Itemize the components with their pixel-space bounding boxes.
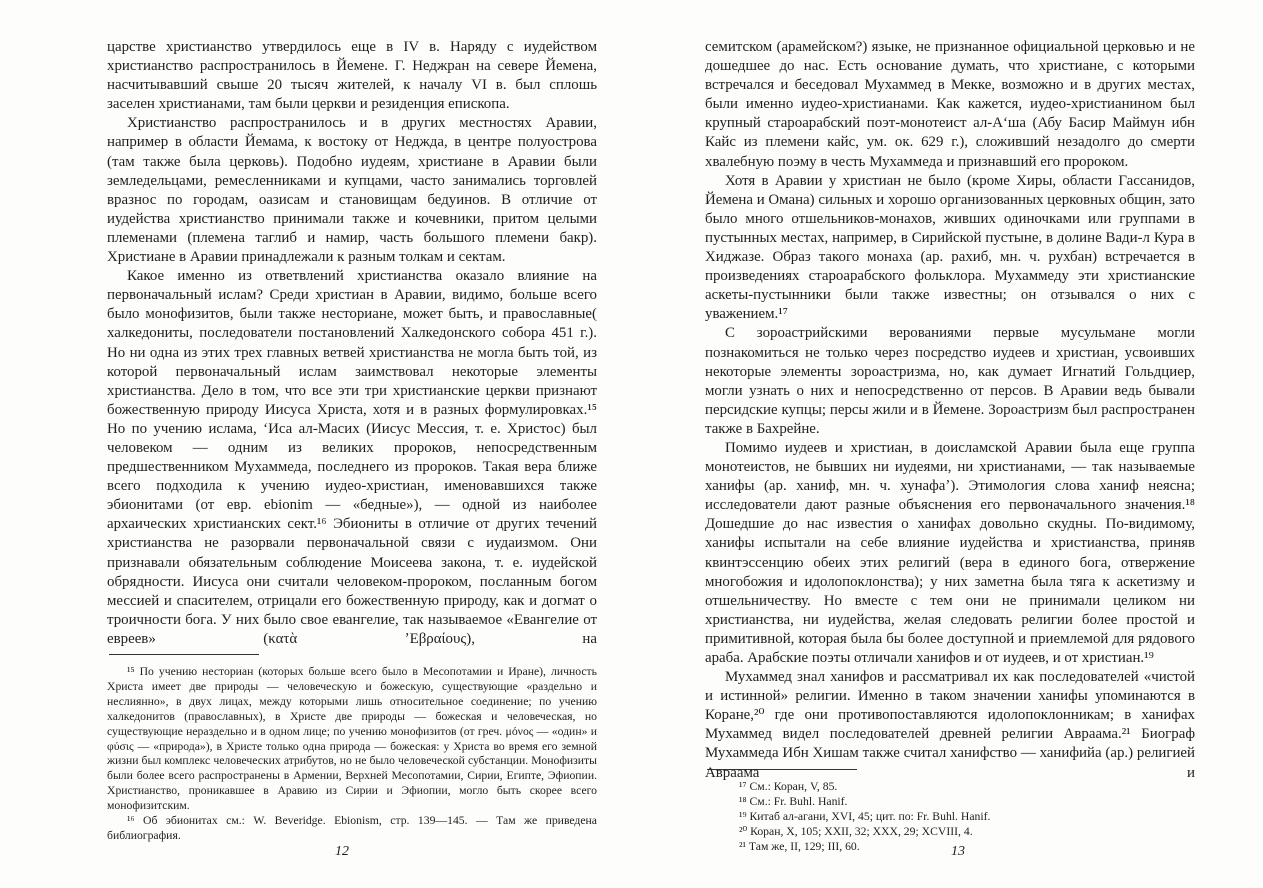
paragraph: Помимо иудеев и христиан, в доисламской Аравии была еще группа монотеистов, не бывших ни иудеями, ни христианами, — так называемые ханифы (ар. ханиф, мн. ч. хунафаʼ). Этимология слова ханиф неясна; исследователи дают разные объяснения его первоначального значения.¹⁸ Дошедшие до нас известия о ханифах довольно скудны. По-видимому, ханифы испытали на себе влияние иудейства и христианства, приняв квинтэссенцию обеих этих религий (вера в единого бога, отвержение многобожия и идолопоклонства); у них заметна была тяга к аскетизму и отшельничеству. Но вместе с тем они не принимали целиком ни христианства, ни иудейства, желая следовать религии более простой и примитивной, которая была бы более доступной и приемлемой для рядового араба. Арабские поэты отличали ханифов и от иудеев, и от христиан.¹⁹ [705, 439, 1195, 666]
paragraph: Мухаммед знал ханифов и рассматривал их как последователей «чистой и истинной» религии. Именно в таком значении ханифы упоминаются в Коране,²⁰ где они противопоставляются идолопоклонникам; в ханифах Мухаммед видел последователей древней религии Авраама.²¹ Биограф Мухаммеда Ибн Хишам также считал ханифство — ханифийа (ар.) религией Авраама и [705, 669, 1195, 781]
footnote-16: ¹⁶ Об эбионитах см.: W. Beveridge. Ebionism, стр. 139—145. — Там же приведена библиография. [107, 814, 597, 842]
paragraph: Хотя в Аравии у христиан не было (кроме Хиры, области Гассанидов, Йемена и Омана) сильных и хорошо организованных церковных общин, зато было много отшельников-монахов, живших одиночками или группами в пустынных местах, например, в Сирийской пустыне, в долине Вади-л Кура в Хиджазе. Образ такого монаха (ар. рахиб, мн. ч. рухбан) встречается в произведениях староарабского фольклора. Мухаммеду эти христианские аскеты-пустынники были также известны; он отзывался о них с уважением.¹⁷ [705, 172, 1196, 323]
paragraph: царстве христианство утвердилось еще в IV в. Наряду с иудейством христианство распространилось в Йемене. Г. Неджран на севере Йемена, насчитывавший свыше 20 тысяч жителей, к началу VI в. был сплошь заселен христианами, там были церкви и резиденция епископа. [107, 39, 597, 113]
footnote-20: ²⁰ Коран, X, 105; XXII, 32; XXX, 29; XCVIII, 4. [739, 824, 973, 838]
left-page-footnotes [107, 654, 597, 844]
footnote-rule [707, 769, 857, 770]
paragraph: Христианство распространилось и в других местностях Аравии, например в области Йемама, к востоку от Неджда, в центре полуострова (там также была церковь). Подобно иудеям, христиане в Аравии были земледельцами, ремесленниками и купцами, часто занимались торговлей вразнос по городам, оазисам и становищам бедуинов. В отличие от иудейства христианство принимали также и кочевники, притом целыми племенами (племена таглиб и намир, часть большого племени бакр). Христиане в Аравии принадлежали к разным толкам и сектам. [107, 115, 597, 266]
right-page-body [705, 38, 1195, 783]
page-number: 13 [951, 844, 965, 859]
footnote-21: ²¹ Там же, II, 129; III, 60. [739, 839, 860, 853]
right-page-footnotes [705, 769, 1195, 855]
footnote-18: ¹⁸ См.: Fr. Buhl. Hanif. [739, 794, 848, 808]
paragraph: Какое именно из ответвлений христианства оказало влияние на первоначальный ислам? Среди христиан в Аравии, видимо, больше всего было монофизитов, были также несториане, может быть, и православные( халкедониты, последователи постановлений Халкедонского собора 451 г.). Но ни одна из этих трех главных ветвей христианства не могла быть той, из которой первоначальный ислам заимствовал некоторые элементы христианства. Дело в том, что все эти три христианские церкви признают божественную природу Иисуса Христа, хотя и в разных формулировках.¹⁵ Но по учению ислама, ʻИса ал-Масих (Иисус Мессия, т. е. Христос) был человеком — одним из великих пророков, непосредственным предшественником Мухаммеда, последнего из пророков. Такая вера ближе всего подходила к учению иудео-христиан, именовавшихся также эбионитами (от евр. ebionim — «бедные»), — одной из наиболее архаических христианских сект.¹⁶ Эбиониты в отличие от других течений христианства не разорвали первоначальной связи с иудаизмом. Они признавали обязательным соблюдение Моисеева закона, т. е. иудейской обрядности. Иисуса они считали человеком-пророком, посланным богом мессией и спасителем, отрицали его божественную природу, как и догмат о троичности бога. У них было свое евангелие, так называемое «Евангелие от евреев» (κατὰ ʼΕβραίους), на [107, 268, 597, 647]
footnote-15: ¹⁵ По учению несториан (которых больше всего было в Месопотамии и Иране), личность Христа имеет две природы — человеческую и божескую, существующие «раздельно и неслиянно», в двух лицах, между которыми лишь относительное соединение; по учению халкедонитов (православных), в Христе две природы — божеская и человеческая, но существующие нераздельно и в одном лице; по учению монофизитов (от греч. μόνος — «один» и φύσις — «природа»), в Христе только одна природа — божеская: у Христа во время его земной жизни был комплекс человеческих атрибутов, но не было человеческой субстанции. Монофизиты были более всего распространены в Армении, Верхней Месопотамии, Сирии, Египте, Эфиопии. Христианство, проникавшее в Аравию из Сирии и Эфиопии, могло быть скорее всего монофизитским. [107, 665, 597, 813]
left-page-body [107, 38, 597, 649]
footnote-17: ¹⁷ См.: Коран, V, 85. [739, 780, 838, 793]
footnote-rule [109, 654, 259, 655]
right-page [705, 38, 1195, 874]
paragraph: С зороастрийскими верованиями первые мусульмане могли познакомиться не только через посредство иудеев и христиан, усвоивших некоторые элементы зороастризма, но, как думает Игнатий Гольдциер, могли узнать о них и непосредственно от персов. В Аравии ведь бывали персидские купцы; персы жили и в Йемене. Зороастризм был распространен также в Бахрейне. [705, 325, 1195, 437]
left-page [107, 38, 597, 874]
paragraph: семитском (арамейском?) языке, не признанное официальной церковью и не дошедшее до нас. Есть основание думать, что христиане, с которыми встречался и беседовал Мухаммед в Мекке, возможно и в других местах, были именно иудео-христианами. Как кажется, иудео-христианином был крупный староарабский поэт-монотеист ал-Аʻша (Абу Басир Маймун ибн Кайс из племени кайс, ум. ок. 629 г.), сложивший незадолго до смерти хвалебную поэму в честь Мухаммеда и признавший его пророком. [705, 39, 1195, 170]
page-number: 12 [335, 844, 349, 859]
footnote-19: ¹⁹ Китаб ал-агани, XVI, 45; цит. по: Fr. Buhl. Hanif. [739, 809, 991, 823]
